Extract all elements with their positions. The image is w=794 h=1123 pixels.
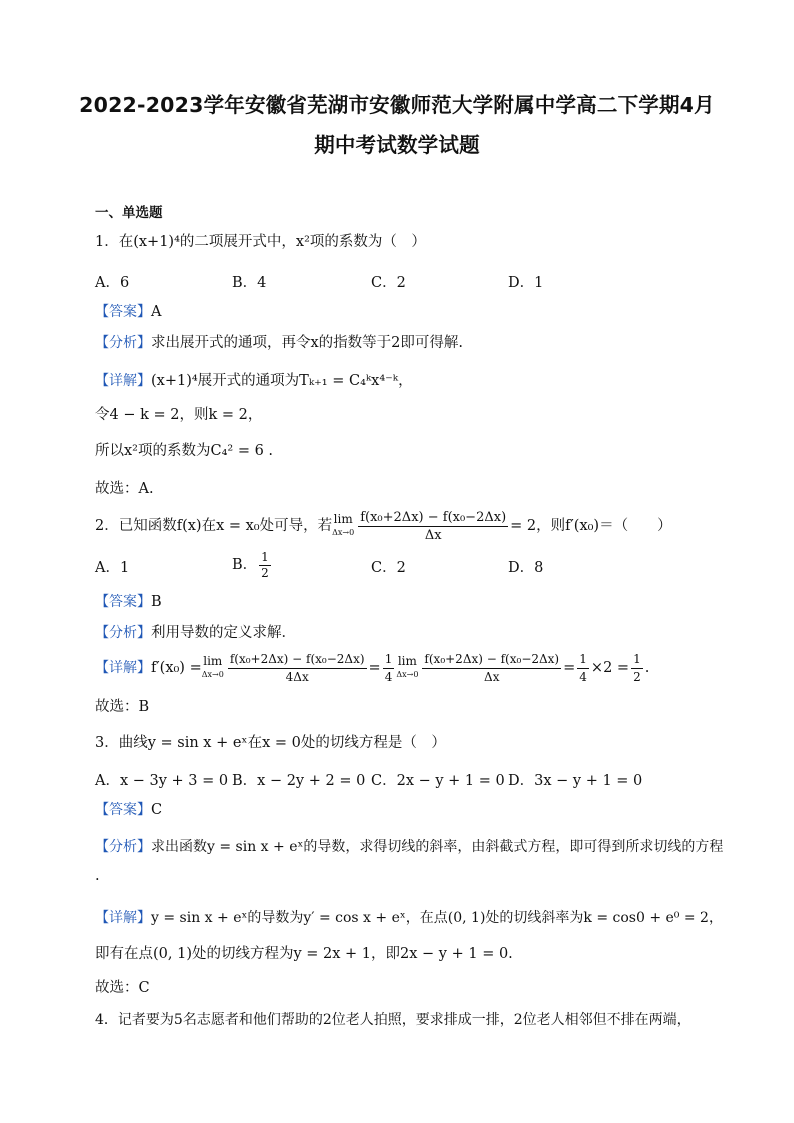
- q3-answer: C: [151, 802, 163, 818]
- q3-stem: 3．曲线y = sin x + eˣ在x = 0处的切线方程是（ ）: [95, 735, 446, 751]
- q2-detail-line: [95, 648, 649, 688]
- q2-choose: 故选：B: [95, 699, 150, 715]
- q2-option-b: [232, 548, 273, 582]
- q2-detail-lim-sub-2: Δx→0: [396, 670, 419, 679]
- q3-analysis: 求出函数y = sin x + eˣ的导数，求得切线的斜率，由斜截式方程，即可得到所求切线的方程: [151, 839, 724, 855]
- q2-detail-limit: [202, 655, 224, 681]
- q2-detail-half-den: 2: [633, 669, 641, 684]
- answer-tag: 【答案】: [95, 802, 151, 818]
- q2-detail-half-num: 1: [631, 651, 643, 669]
- q2-answer-line: [95, 592, 162, 612]
- q2-option-b-fraction: [259, 550, 271, 581]
- q2-denominator: Δx: [424, 527, 442, 543]
- q1-option-a: A．6: [95, 275, 130, 291]
- q2-detail-times: ×2 =: [590, 660, 630, 676]
- q2-detail-quarter: [383, 651, 395, 686]
- q2-quarter-den-2: 4: [579, 669, 587, 684]
- q2-analysis: 利用导数的定义求解．: [151, 625, 296, 641]
- q2-answer: B: [151, 594, 162, 610]
- q3-option-c: C．2x − y + 1 = 0: [371, 773, 505, 789]
- q2-lim-word: lim: [333, 512, 353, 526]
- q2-stem-post: = 2，则f′(x₀)＝（ ）: [510, 518, 672, 534]
- analysis-tag: 【分析】: [95, 335, 151, 351]
- q2-detail-quarter-2: [577, 651, 589, 686]
- paper-title-line2: 期中考试数学试题: [314, 133, 480, 157]
- q3-option-d: D．3x − y + 1 = 0: [508, 773, 643, 789]
- q3-detail1: y = sin x + eˣ的导数为y′ = cos x + eˣ，在点(0, 1)处的切线斜率为k = cos0 + e⁰ = 2，: [151, 910, 723, 926]
- q2-detail-eq-2: =: [563, 660, 576, 676]
- q2-quarter-num: 1: [383, 651, 395, 669]
- q1-detail2: 令4 − k = 2，则k = 2，: [95, 407, 263, 423]
- q3-answer-line: [95, 800, 162, 820]
- q1-stem: 1．在(x+1)⁴的二项展开式中，x²项的系数为（ ）: [95, 234, 426, 250]
- q4-stem: 4．记者要为5名志愿者和他们帮助的2位老人拍照，要求排成一排，2位老人相邻但不排在两端，: [95, 1012, 691, 1028]
- q2-detail-fraction-2: [422, 651, 561, 686]
- q2-option-c: C．2: [371, 560, 406, 576]
- q1-choose: 故选：A.: [95, 481, 154, 497]
- analysis-tag: 【分析】: [95, 625, 151, 641]
- q2-detail-lim-sub: Δx→0: [201, 670, 224, 679]
- q2-stem: [95, 506, 672, 546]
- q2-quarter-den: 4: [384, 669, 393, 684]
- q3-analysis-end: .: [95, 868, 100, 884]
- answer-tag: 【答案】: [95, 304, 151, 320]
- section-heading: 一、单选题: [95, 205, 163, 221]
- q1-answer-line: [95, 302, 161, 322]
- q3-option-a: A．x − 3y + 3 = 0: [95, 773, 229, 789]
- q2-numerator: f(x₀+2Δx) − f(x₀−2Δx): [360, 509, 507, 525]
- q2-quarter-num-2: 1: [577, 651, 589, 669]
- q3-detail2: 即有在点(0, 1)处的切线方程为y = 2x + 1，即2x − y + 1 = 0.: [95, 946, 513, 962]
- q2-half-den: 2: [261, 565, 269, 580]
- q2-option-b-label: B．: [232, 557, 258, 573]
- analysis-tag: 【分析】: [95, 839, 151, 855]
- paper-title-line1: 2022-2023学年安徽省芜湖市安徽师范大学附属中学高二下学期4月: [79, 93, 715, 117]
- q3-option-b: B．x − 2y + 2 = 0: [232, 773, 366, 789]
- q1-answer: A: [151, 304, 162, 320]
- q2-detail-pre: f′(x₀) =: [151, 660, 202, 676]
- detail-tag: 【详解】: [95, 373, 151, 389]
- q2-detail-half: [631, 651, 643, 686]
- q1-detail3: 所以x²项的系数为C₄² = 6 .: [95, 443, 274, 459]
- q2-detail-num-2: f(x₀+2Δx) − f(x₀−2Δx): [422, 651, 561, 669]
- q2-detail-lim-word-2: lim: [397, 654, 417, 668]
- q1-analysis-line: [95, 333, 463, 353]
- q2-lim-sub: Δx→0: [332, 528, 355, 537]
- q2-half-num: 1: [261, 549, 269, 564]
- q2-analysis-line: [95, 623, 296, 643]
- q2-fraction: [358, 509, 508, 544]
- q1-analysis: 求出展开式的通项，再令x的指数等于2即可得解.: [151, 335, 464, 351]
- q3-analysis-line: [95, 837, 723, 857]
- q2-detail-limit-2: [396, 655, 418, 681]
- q2-limit: [332, 513, 354, 539]
- q1-option-c: C．2: [371, 275, 406, 291]
- answer-tag: 【答案】: [95, 594, 151, 610]
- q1-option-d: D．1: [508, 275, 544, 291]
- q2-stem-pre: 2．已知函数f(x)在x = x₀处可导，若: [95, 518, 333, 534]
- q3-detail-line: [95, 908, 723, 928]
- q2-option-d: D．8: [508, 560, 544, 576]
- q2-detail-end: .: [644, 660, 650, 676]
- q3-choose: 故选：C: [95, 980, 150, 996]
- q2-detail-den-1: 4Δx: [285, 669, 309, 684]
- q2-option-a: A．1: [95, 560, 130, 576]
- q1-option-b: B．4: [232, 275, 267, 291]
- q2-detail-den-2: Δx: [484, 669, 500, 684]
- detail-tag: 【详解】: [95, 910, 151, 926]
- q1-detail1: (x+1)⁴展开式的通项为Tₖ₊₁ = C₄ᵏx⁴⁻ᵏ，: [151, 373, 413, 389]
- q2-detail-lim-word: lim: [203, 654, 223, 668]
- q2-detail-num-1: f(x₀+2Δx) − f(x₀−2Δx): [228, 651, 367, 669]
- q2-detail-fraction-1: [228, 651, 367, 686]
- detail-tag: 【详解】: [95, 660, 151, 676]
- q1-detail-line: [95, 371, 413, 391]
- q2-detail-eq-1: =: [368, 660, 381, 676]
